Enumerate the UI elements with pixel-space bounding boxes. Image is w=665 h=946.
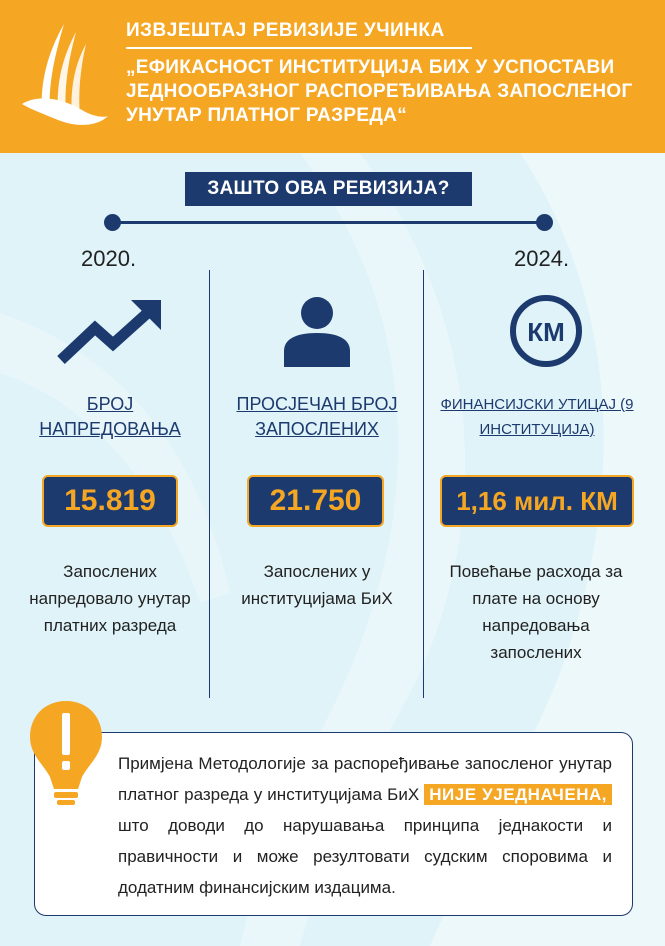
timeline-end-dot	[536, 214, 553, 231]
trend-up-icon	[55, 298, 165, 368]
km-currency-icon	[508, 293, 584, 369]
warning-bulb-icon	[26, 697, 106, 807]
column-label-financial-impact: ФИНАНСИЈСКИ УТИЦАЈ (9 ИНСТИТУЦИЈА)	[440, 396, 634, 438]
notice-text-before: Примјена Методологије за распоређивање запосленог унутар платног разреда у институцијама БиХ	[118, 754, 612, 804]
description-avg-employees: Запослених у институцијама БиХ	[241, 562, 393, 608]
timeline-line	[112, 221, 545, 224]
section-title: ЗАШТО ОВА РЕВИЗИЈА?	[185, 172, 472, 206]
column-divider	[209, 270, 210, 698]
finding-notice-text	[118, 748, 612, 903]
timeline-start-year: 2020.	[81, 246, 137, 271]
timeline-end-year: 2024.	[514, 246, 570, 271]
header-banner	[0, 0, 665, 153]
report-kind: ИЗВЈЕШТАЈ РЕВИЗИЈЕ УЧИНКА	[126, 20, 445, 41]
description-financial-impact: Повећање расхода за плате на основу напредовања запослених	[449, 562, 623, 662]
km-icon-text: КМ	[527, 317, 565, 347]
description-advancements: Запослених напредовало унутар платних разреда	[29, 562, 191, 635]
person-icon	[282, 295, 352, 367]
column-divider	[423, 270, 424, 698]
report-title: „ЕФИКАСНОСТ ИНСТИТУЦИЈА БИХ У УСПОСТАВИ ЈЕДНООБРАЗНОГ РАСПОРЕЂИВАЊА ЗАПОСЛЕНОГ УНУТАР ПЛАТНОГ РАЗРЕДА“	[126, 57, 633, 126]
institution-logo-icon	[18, 22, 110, 134]
value-advancements: 15.819	[42, 475, 178, 527]
header-divider	[126, 47, 472, 49]
value-financial-impact: 1,16 мил. КМ	[440, 475, 634, 527]
notice-text-after: што доводи до нарушавања принципа једнакости и правичности и може резултовати судским споровима и додатним финансијским издацима.	[118, 816, 612, 897]
notice-highlight: НИЈЕ УЈЕДНАЧЕНА,	[424, 784, 612, 805]
timeline-start-dot	[104, 214, 121, 231]
value-avg-employees: 21.750	[247, 475, 384, 527]
column-label-advancements: БРОЈ НАПРЕДОВАЊА	[39, 394, 181, 439]
column-label-avg-employees: ПРОСЈЕЧАН БРОЈ ЗАПОСЛЕНИХ	[236, 394, 398, 439]
